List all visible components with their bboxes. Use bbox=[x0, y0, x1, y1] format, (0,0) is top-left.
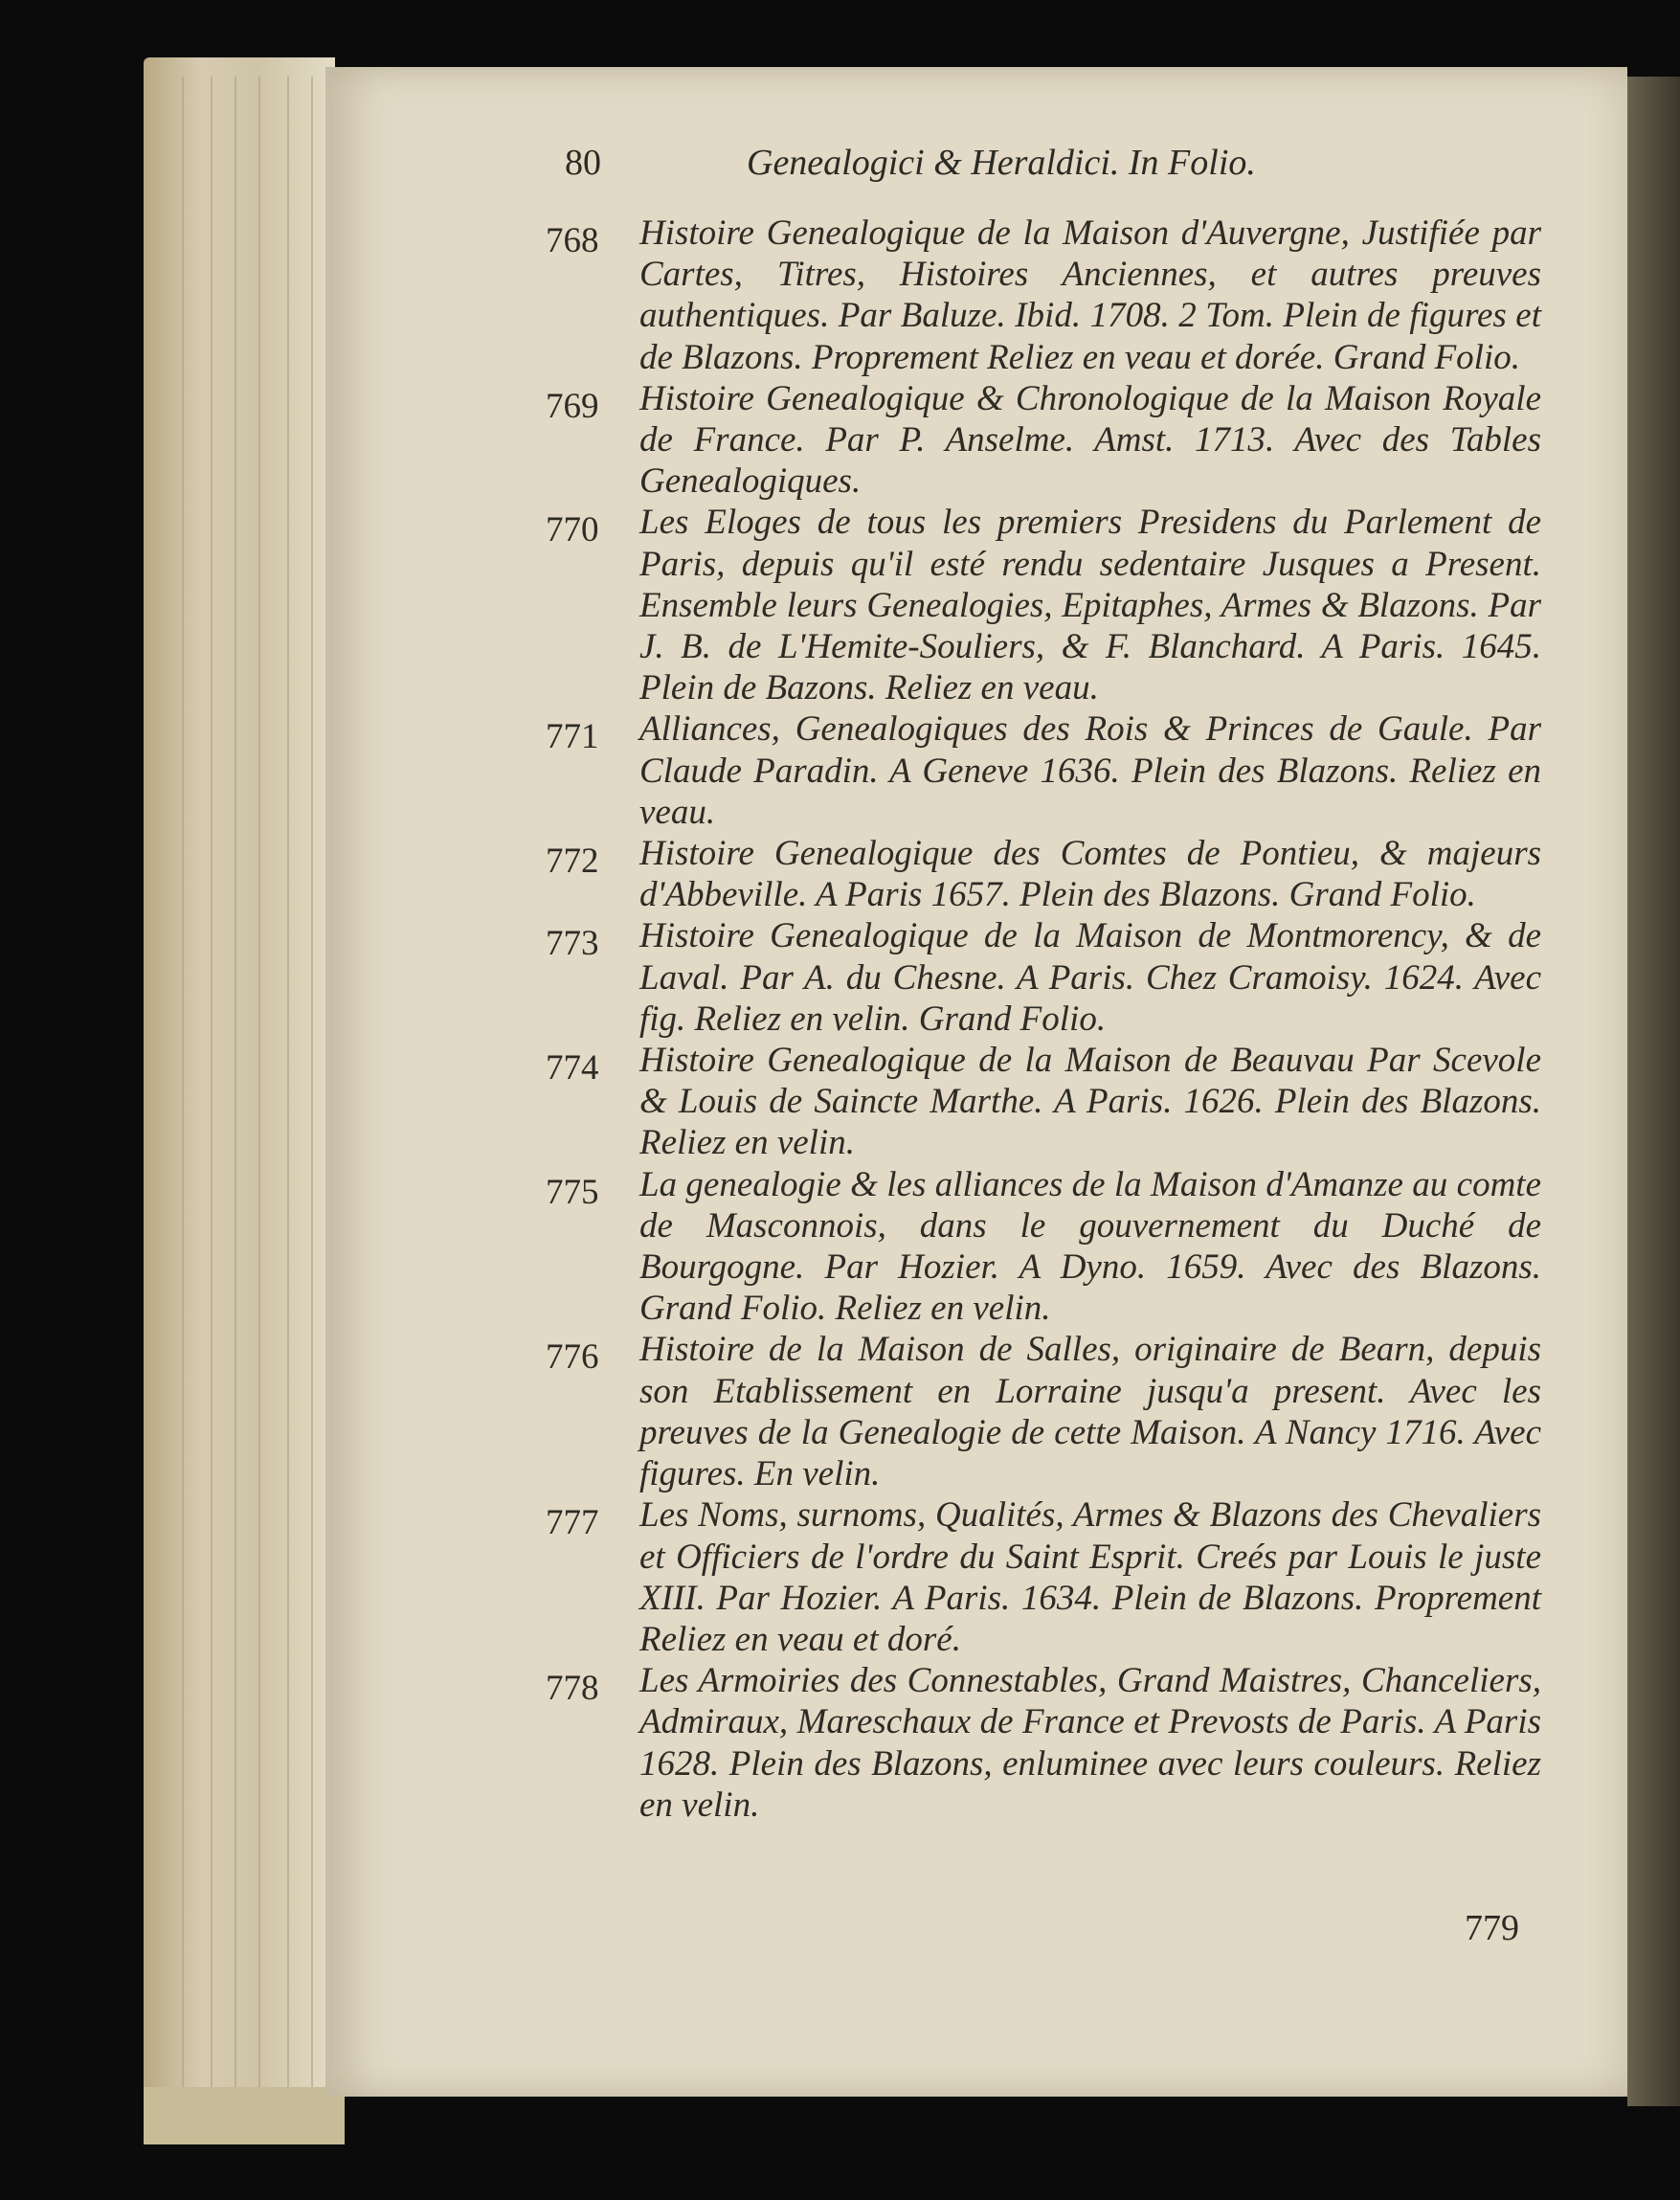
catalogue-entry bbox=[546, 1660, 1541, 1826]
catchword: 779 bbox=[1465, 1908, 1519, 1948]
catalogue-entry bbox=[546, 378, 1541, 503]
catalogue-entry bbox=[546, 1329, 1541, 1494]
entry-number: 771 bbox=[546, 717, 599, 757]
entry-text: Histoire Genealogique de la Maison de Montmorency, & de Laval. Par A. du Chesne. A Paris. Chez Cramoisy. 1624. Avec fig. Reliez en velin. Grand Folio. bbox=[639, 916, 1541, 1039]
book-bottom-edge bbox=[144, 2087, 345, 2144]
running-title: Genealogici & Heraldici. In Folio. bbox=[747, 143, 1256, 183]
entry-number: 773 bbox=[546, 924, 599, 964]
catalogue-entry bbox=[546, 915, 1541, 1040]
entry-text: La genealogie & les alliances de la Maison d'Amanze au comte de Masconnois, dans le gouvernement du Duché de Bourgogne. Par Hozier. A Dyno. 1659. Avec des Blazons. Grand Folio. Reliez en velin. bbox=[639, 1164, 1541, 1329]
entry-number: 778 bbox=[546, 1669, 599, 1709]
entry-text: Histoire Genealogique des Comtes de Pontieu, & majeurs d'Abbeville. A Paris 1657. Plein des Blazons. Grand Folio. bbox=[639, 834, 1541, 915]
entry-number: 775 bbox=[546, 1172, 599, 1212]
entry-text: Histoire Genealogique de la Maison d'Auvergne, Justifiée par Cartes, Titres, Histoires Anciennes, et autres preuves authentiques. Par Baluze. Ibid. 1708. 2 Tom. Plein de figures et de Blazons. Proprement Reliez en veau et dorée. Grand Folio. bbox=[639, 213, 1541, 377]
facing-page-edge bbox=[1627, 77, 1680, 2106]
catalogue-entry bbox=[546, 1040, 1541, 1164]
entry-text: Alliances, Genealogiques des Rois & Princes de Gaule. Par Claude Paradin. A Geneve 1636. Plein des Blazons. Reliez en veau. bbox=[639, 709, 1541, 832]
entry-text: Histoire Genealogique & Chronologique de la Maison Royale de France. Par P. Anselme. Amst. 1713. Avec des Tables Genealogiques. bbox=[639, 378, 1541, 502]
entry-number: 769 bbox=[546, 386, 599, 426]
entry-text: Histoire Genealogique de la Maison de Beauvau Par Scevole & Louis de Saincte Marthe. A Paris. 1626. Plein des Blazons. Reliez en velin. bbox=[639, 1041, 1541, 1163]
entry-text: Les Armoiries des Connestables, Grand Maistres, Chanceliers, Admiraux, Mareschaux de France et Prevosts de Paris. A Paris 1628. Plein des Blazons, enluminee avec leurs couleurs. Reliez en velin. bbox=[639, 1661, 1541, 1825]
page-header bbox=[565, 142, 1426, 199]
catalogue-entry bbox=[546, 1164, 1541, 1330]
entry-number: 768 bbox=[546, 221, 599, 260]
entry-text: Histoire de la Maison de Salles, originaire de Bearn, depuis son Etablissement en Lorraine jusqu'a present. Avec les preuves de la Genealogie de cette Maison. A Nancy 1716. Avec figures. En velin. bbox=[639, 1330, 1541, 1494]
entry-text: Les Noms, surnoms, Qualités, Armes & Blazons des Chevaliers et Officiers de l'ordre du Saint Esprit. Creés par Louis le juste XIII. Par Hozier. A Paris. 1634. Plein de Blazons. Proprement Reliez en veau et doré. bbox=[639, 1495, 1541, 1659]
entry-number: 770 bbox=[546, 510, 599, 550]
entry-text: Les Eloges de tous les premiers Presidens du Parlement de Paris, depuis qu'il esté rendu sedentaire Jusques a Present. Ensemble leurs Genealogies, Epitaphes, Armes & Blazons. Par J. B. de L'Hemite-Souliers, & F. Blanchard. A Paris. 1645. Plein de Bazons. Reliez en veau. bbox=[639, 503, 1541, 708]
entry-number: 776 bbox=[546, 1337, 599, 1378]
catalogue-entry bbox=[546, 213, 1541, 378]
entry-number: 772 bbox=[546, 842, 599, 882]
catalogue-entry bbox=[546, 833, 1541, 915]
catalogue-entries bbox=[546, 213, 1541, 1826]
book-page-edges bbox=[144, 57, 335, 2144]
catalogue-entry bbox=[546, 1494, 1541, 1660]
entry-number: 774 bbox=[546, 1048, 599, 1089]
page-number: 80 bbox=[565, 143, 601, 183]
entry-number: 777 bbox=[546, 1503, 599, 1543]
catalogue-entry bbox=[546, 502, 1541, 708]
catalogue-entry bbox=[546, 708, 1541, 833]
